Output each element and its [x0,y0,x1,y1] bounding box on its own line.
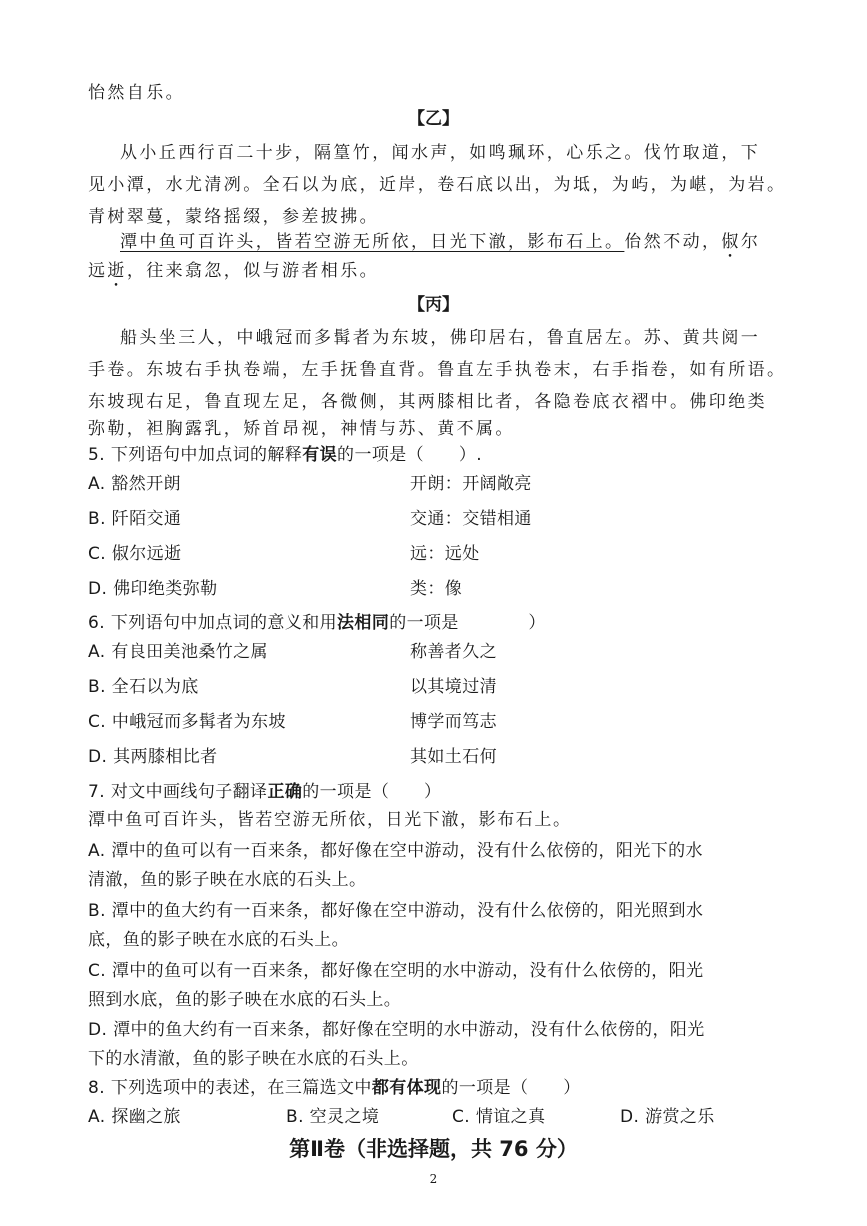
q5-option-b-left: B. 阡陌交通 [88,509,182,529]
q7-stem-post: 的一项是（ ） [302,782,442,802]
q6-option-d-right: 其如土石何 [410,747,497,767]
q8-option-a: A. 探幽之旅 [88,1107,181,1127]
q7-option-c-line-2: 照到水底，鱼的影子映在水底的石头上。 [88,990,402,1010]
yi-line-1: 从小丘西行百二十步，隔篁竹，闻水声，如鸣珮环，心乐之。伐竹取道，下 [120,143,761,163]
q7-stem [88,777,441,802]
yi-line-4-rest-b: 尔 [740,232,761,252]
q7-option-a-line-1: A. 潭中的鱼可以有一百来条，都好像在空中游动，没有什么依傍的，阳光下的水 [88,841,703,861]
q7-stem-pre: 7. 对文中画线句子翻译 [88,782,268,802]
q5-stem-bold: 有误 [302,445,338,465]
q6-option-b-left: B. 全石以为底 [88,677,199,697]
q7-stem-bold: 正确 [267,782,303,802]
underlined-sentence: 潭中鱼可百许头，皆若空游无所依，日光下澈，影布石上。 [120,232,625,252]
q7-option-b-line-1: B. 潭中的鱼大约有一百来条，都好像在空中游动，没有什么依傍的，阳光照到水 [88,901,704,921]
q6-option-d-left: D. 其两膝相比者 [88,747,218,767]
q7-quote: 潭中鱼可百许头，皆若空游无所依，日光下澈，影布石上。 [88,810,572,830]
page-number: 2 [429,1172,438,1186]
bing-line-3: 东坡现右足，鲁直现左足，各微侧，其两膝相比者，各隐卷底衣褶中。佛印绝类 [88,392,767,412]
q5-option-d-right: 类：像 [410,579,463,599]
q8-option-d: D. 游赏之乐 [620,1107,715,1127]
q8-option-c: C. 情谊之真 [452,1107,546,1127]
q5-option-a-right: 开朗：开阔敞亮 [410,474,532,494]
bing-line-1: 船头坐三人，中峨冠而多髯者为东坡，佛印居右，鲁直居左。苏、黄共阅一 [120,328,761,348]
part-two-title: 第Ⅱ卷（非选择题，共 76 分） [289,1137,578,1161]
dotted-char-shi: 逝 [107,261,127,281]
q6-option-c-left: C. 中峨冠而多髯者为东坡 [88,712,286,732]
yi-line-5 [88,256,379,291]
yi-line-2: 见小潭，水尤清冽。全石以为底，近岸，卷石底以出，为坻，为屿，为嵁，为岩。 [88,175,787,195]
q6-option-a-left: A. 有良田美池桑竹之属 [88,642,268,662]
q8-stem-post: 的一项是（ ） [441,1078,581,1098]
q6-stem-bold: 法相同 [337,613,390,633]
q5-stem [88,440,482,465]
dotted-char-chu: 俶 [721,232,741,252]
intro-end-line: 怡然自乐。 [88,83,185,103]
q6-option-b-right: 以其境过清 [410,677,497,697]
q5-stem-post: 的一项是（ ）. [337,445,483,465]
bing-line-2: 手卷。东坡右手执卷端，左手抚鲁直背。鲁直左手执卷末，右手指卷，如有所语。 [88,360,787,380]
q7-option-d-line-1: D. 潭中的鱼大约有一百来条，都好像在空明的水中游动，没有什么依傍的，阳光 [88,1020,705,1040]
q8-stem-bold: 都有体现 [371,1078,442,1098]
q7-option-d-line-2: 下的水清澈，鱼的影子映在水底的石头上。 [88,1049,419,1069]
q5-stem-pre: 5. 下列语句中加点词的解释 [88,445,303,465]
q6-stem [88,608,546,633]
section-bing-heading: 【丙】 [408,295,459,315]
yi-line-3: 青树翠蔓，蒙络摇缀，参差披拂。 [88,207,379,227]
q5-option-c-left: C. 俶尔远逝 [88,544,182,564]
section-yi-heading: 【乙】 [408,109,459,129]
q6-option-a-right: 称善者久之 [410,642,497,662]
yi-line-4-rest-a: 佁然不动， [624,232,722,252]
q5-option-d-left: D. 佛印绝类弥勒 [88,579,218,599]
q6-stem-pre: 6. 下列语句中加点词的意义和用 [88,613,338,633]
q6-option-c-right: 博学而笃志 [410,712,497,732]
q7-option-c-line-1: C. 潭中的鱼可以有一百来条，都好像在空明的水中游动，没有什么依傍的，阳光 [88,961,704,981]
q7-option-b-line-2: 底，鱼的影子映在水底的石头上。 [88,930,349,950]
q5-option-b-right: 交通：交错相通 [410,509,532,529]
bing-line-4: 弥勒，袒胸露乳，矫首昂视，神情与苏、黄不属。 [88,419,515,439]
yi-line-5-pre: 远 [88,261,108,281]
q5-option-a-left: A. 豁然开朗 [88,474,181,494]
q8-stem-pre: 8. 下列选项中的表述，在三篇选文中 [88,1078,372,1098]
yi-line-5-post: ，往来翕忽，似与游者相乐。 [126,261,380,281]
q8-stem [88,1073,581,1098]
q6-stem-post: 的一项是 ） [389,613,546,633]
q8-option-b: B. 空灵之境 [286,1107,380,1127]
q5-option-c-right: 远：远处 [410,544,480,564]
q7-option-a-line-2: 清澈，鱼的影子映在水底的石头上。 [88,870,367,890]
